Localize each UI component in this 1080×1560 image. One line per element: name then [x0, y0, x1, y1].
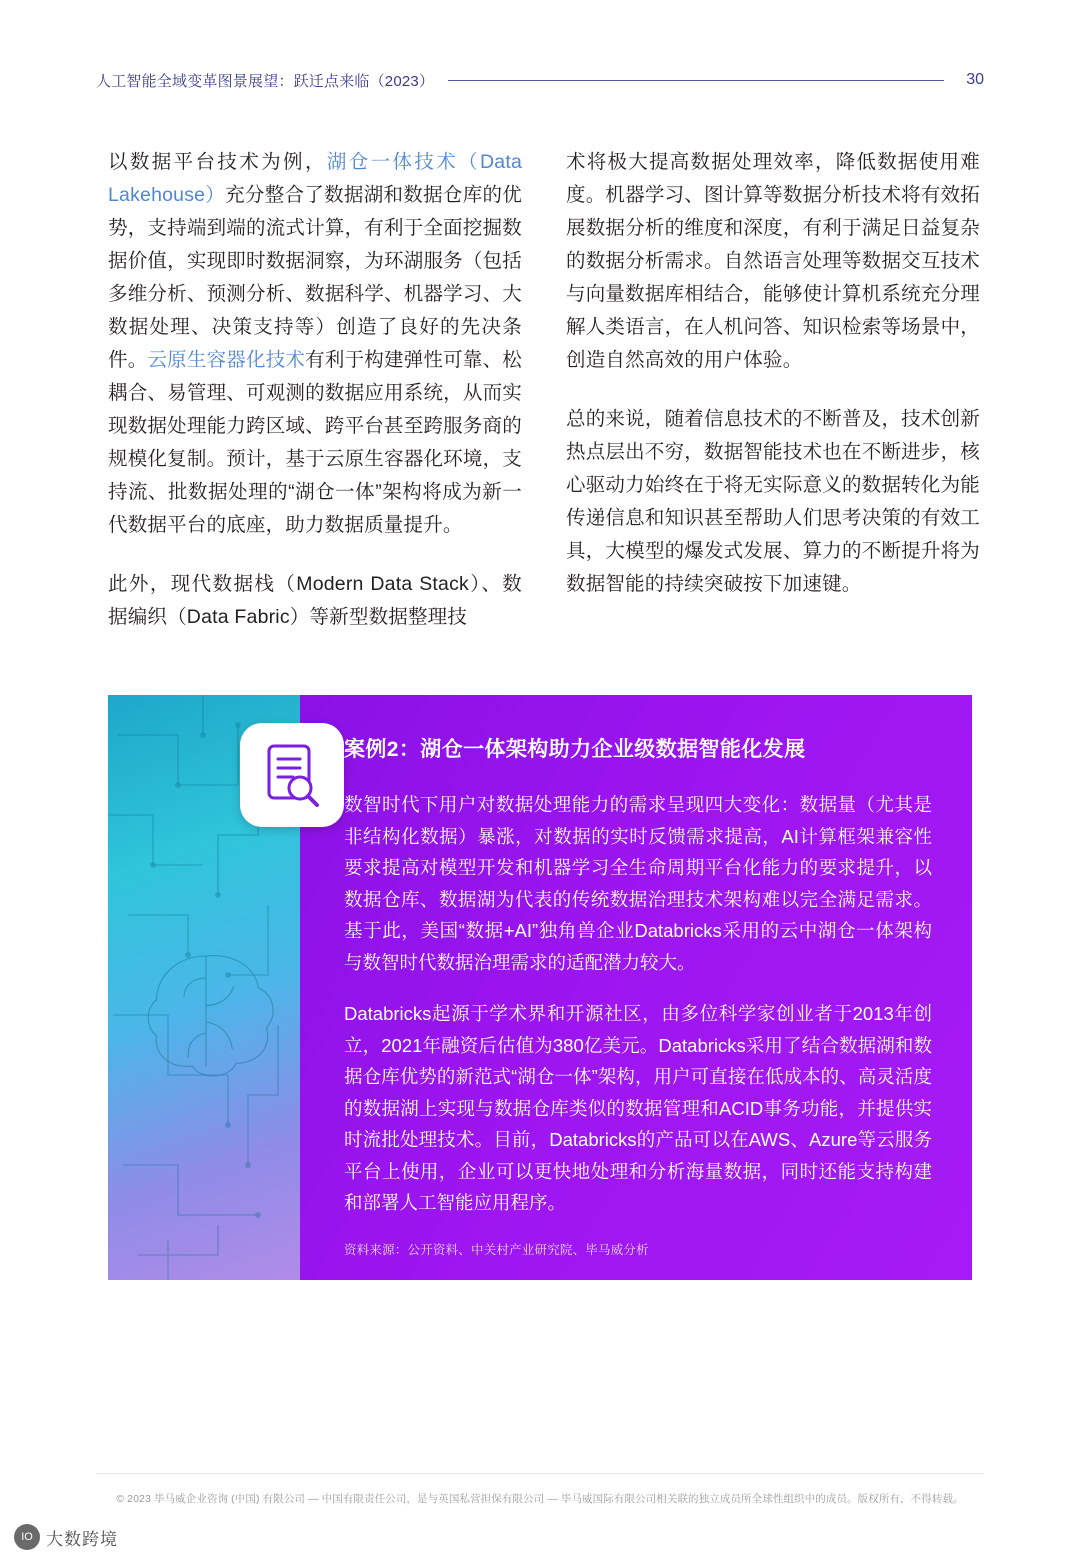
- page-header: [96, 68, 984, 92]
- header-title: 人工智能全域变革图景展望：跃迁点来临（2023）: [96, 72, 435, 90]
- text-run: 总的来说，随着信息技术的不断普及，技术创新热点层出不穷，数据智能技术也在不断进步，核心驱动力始终在于将无实际意义的数据转化为能传递信息和知识甚至帮助人们思考决策的有效工具，大模型的爆发式发展、算力的不断提升将为数据智能的持续突破按下加速键。: [566, 408, 980, 595]
- text-run: 有利于构建弹性可靠、松耦合、易管理、可观测的数据应用系统，从而实现数据处理能力跨区域、跨平台甚至跨服务商的规模化复制。预计，基于云原生容器化环境，支持流、批数据处理的“湖仓一体”架构将成为新一代数据平台的底座，助力数据质量提升。: [108, 349, 522, 536]
- document-search-glyph: [263, 743, 321, 807]
- page-number: 30: [966, 71, 984, 88]
- paragraph: [108, 568, 522, 634]
- watermark: [14, 1524, 118, 1550]
- text-run: 以数据平台技术为例，: [108, 151, 327, 173]
- text-run: 此外，现代数据栈（Modern Data Stack）、数据编织（Data Fabric）等新型数据整理技: [108, 573, 522, 628]
- case-study-title: 案例2：湖仓一体架构助力企业级数据智能化发展: [344, 738, 806, 761]
- paragraph: [108, 146, 522, 542]
- body-columns: [108, 146, 980, 634]
- paragraph: [566, 146, 980, 377]
- watermark-badge-icon: IO: [14, 1524, 40, 1550]
- highlighted-term: 湖仓一体技术（Data Lakehouse）: [108, 151, 522, 206]
- footer-divider: [96, 1473, 984, 1474]
- left-column: [108, 146, 522, 634]
- text-run: 充分整合了数据湖和数据仓库的优势，支持端到端的流式计算，有利于全面挖掘数据价值，实现即时数据洞察，为环湖服务（包括多维分析、预测分析、数据科学、机器学习、大数据处理、决策支持等）创造了良好的先决条件。: [108, 184, 522, 371]
- case-study-paragraph: Databricks起源于学术界和开源社区，由多位科学家创业者于2013年创立，2021年融资后估值为380亿美元。Databricks采用了结合数据湖和数据仓库优势的新范式“湖仓一体”架构，用户可直接在低成本的、高灵活度的数据湖上实现与数据仓库类似的数据管理和ACID事务功能，并提供实时流批处理技术。目前，Databricks的产品可以在AWS、Azure等云服务平台上使用，企业可以更快地处理和分析海量数据，同时还能支持构建和部署人工智能应用程序。: [344, 1003, 932, 1213]
- footer-copyright: © 2023 毕马威企业咨询 (中国) 有限公司 — 中国有限责任公司，是与英国私营担保有限公司 — 毕马威国际有限公司相关联的独立成员所全球性组织中的成员。版权所有，不得转载。: [116, 1493, 964, 1505]
- paragraph: [566, 403, 980, 601]
- watermark-text: 大数跨境: [46, 1529, 118, 1549]
- header-divider: [448, 80, 944, 81]
- case-study-content: [300, 695, 972, 1280]
- case-study-source: 资料来源：公开资料、中关村产业研究院、毕马威分析: [344, 1243, 649, 1257]
- highlighted-term: 云原生容器化技术: [147, 349, 306, 371]
- text-run: 术将极大提高数据处理效率，降低数据使用难度。机器学习、图计算等数据分析技术将有效拓展数据分析的维度和深度，有利于满足日益复杂的数据分析需求。自然语言处理等数据交互技术与向量数据库相结合，能够使计算机系统充分理解人类语言，在人机问答、知识检索等场景中，创造自然高效的用户体验。: [566, 151, 980, 371]
- right-column: [566, 146, 980, 634]
- document-search-icon: [240, 723, 344, 827]
- case-study-paragraph: 数智时代下用户对数据处理能力的需求呈现四大变化：数据量（尤其是非结构化数据）暴涨，对数据的实时反馈需求提高，AI计算框架兼容性要求提高对模型开发和机器学习全生命周期平台化能力的要求提升，以数据仓库、数据湖为代表的传统数据治理技术架构难以完全满足需求。基于此，美国“数据+AI”独角兽企业Databricks采用的云中湖仓一体架构与数智时代数据治理需求的适配潜力较大。: [344, 794, 932, 973]
- case-study-panel: [108, 695, 972, 1280]
